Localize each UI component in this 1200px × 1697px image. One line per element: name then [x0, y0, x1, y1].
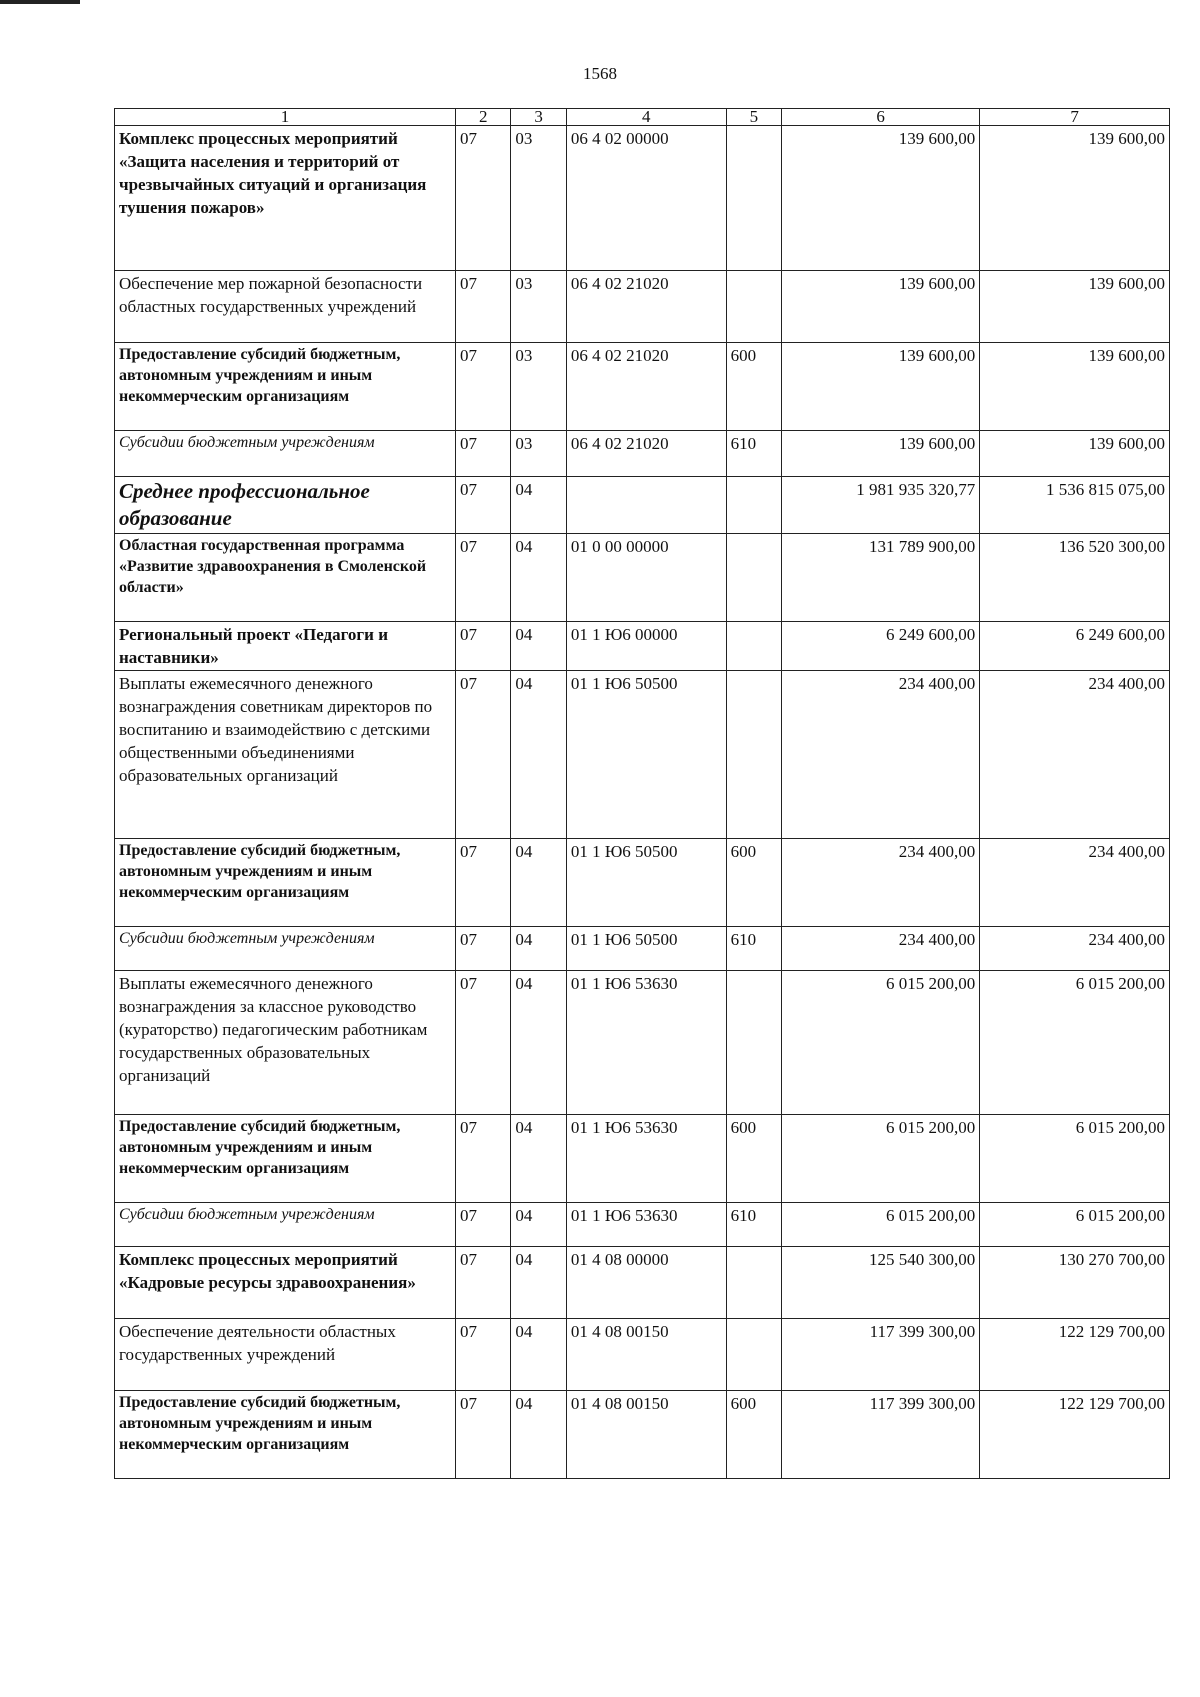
- amount-year1-cell: 234 400,00: [782, 839, 980, 927]
- amount-year1-cell: 6 249 600,00: [782, 622, 980, 671]
- amount-year1-cell: 139 600,00: [782, 431, 980, 477]
- section-code-cell: 07: [456, 671, 511, 839]
- expense-type-cell: [726, 1247, 781, 1319]
- subsection-code-cell: 04: [511, 477, 566, 534]
- row-name-cell: Региональный проект «Педагоги и наставники»: [115, 622, 456, 671]
- subsection-code-cell: 03: [511, 126, 566, 271]
- column-header-4: 4: [566, 109, 726, 126]
- row-name-cell: Субсидии бюджетным учреждениям: [115, 431, 456, 477]
- amount-year2-cell: 234 400,00: [980, 671, 1170, 839]
- table-row: [115, 343, 1170, 431]
- row-name-cell: Выплаты ежемесячного денежного вознаграждения советникам директоров по воспитанию и взаимодействию с детскими общественными объединениями образовательных организаций: [115, 671, 456, 839]
- subsection-code-cell: 04: [511, 1203, 566, 1247]
- amount-year2-cell: 136 520 300,00: [980, 534, 1170, 622]
- table-row: [115, 839, 1170, 927]
- expense-type-cell: 610: [726, 1203, 781, 1247]
- amount-year2-cell: 122 129 700,00: [980, 1391, 1170, 1479]
- page-number: 1568: [583, 64, 617, 83]
- expense-type-cell: [726, 477, 781, 534]
- column-header-6: 6: [782, 109, 980, 126]
- subsection-code-cell: 04: [511, 1319, 566, 1391]
- section-code-cell: 07: [456, 343, 511, 431]
- amount-year2-cell: 139 600,00: [980, 126, 1170, 271]
- amount-year2-cell: 6 015 200,00: [980, 1203, 1170, 1247]
- section-code-cell: 07: [456, 971, 511, 1115]
- row-name-cell: Комплекс процессных мероприятий «Защита населения и территорий от чрезвычайных ситуаций и организация тушения пожаров»: [115, 126, 456, 271]
- table-row: [115, 271, 1170, 343]
- subsection-code-cell: 04: [511, 1391, 566, 1479]
- subsection-code-cell: 04: [511, 839, 566, 927]
- table-row: [115, 431, 1170, 477]
- section-code-cell: 07: [456, 534, 511, 622]
- expense-type-cell: [726, 534, 781, 622]
- row-name-cell: Предоставление субсидий бюджетным, автономным учреждениям и иным некоммерческим организациям: [115, 839, 456, 927]
- table-row: [115, 1203, 1170, 1247]
- target-article-cell: 01 1 Ю6 50500: [566, 671, 726, 839]
- table-row: [115, 927, 1170, 971]
- expense-type-cell: [726, 1319, 781, 1391]
- target-article-cell: 01 1 Ю6 53630: [566, 1115, 726, 1203]
- row-name-cell: Предоставление субсидий бюджетным, автономным учреждениям и иным некоммерческим организациям: [115, 1115, 456, 1203]
- subsection-code-cell: 04: [511, 622, 566, 671]
- expense-type-cell: 600: [726, 1391, 781, 1479]
- amount-year2-cell: 6 249 600,00: [980, 622, 1170, 671]
- row-name-cell: Субсидии бюджетным учреждениям: [115, 1203, 456, 1247]
- table-row: [115, 1391, 1170, 1479]
- row-name-cell: Обеспечение мер пожарной безопасности областных государственных учреждений: [115, 271, 456, 343]
- amount-year2-cell: 234 400,00: [980, 927, 1170, 971]
- subsection-code-cell: 03: [511, 431, 566, 477]
- section-code-cell: 07: [456, 126, 511, 271]
- section-code-cell: 07: [456, 1391, 511, 1479]
- amount-year1-cell: 139 600,00: [782, 126, 980, 271]
- amount-year2-cell: 6 015 200,00: [980, 1115, 1170, 1203]
- expense-type-cell: [726, 622, 781, 671]
- target-article-cell: 01 1 Ю6 50500: [566, 839, 726, 927]
- row-name-cell: Областная государственная программа «Развитие здравоохранения в Смоленской области»: [115, 534, 456, 622]
- section-code-cell: 07: [456, 1115, 511, 1203]
- table-row: [115, 534, 1170, 622]
- column-header-7: 7: [980, 109, 1170, 126]
- expense-type-cell: 600: [726, 343, 781, 431]
- target-article-cell: 01 4 08 00150: [566, 1391, 726, 1479]
- amount-year1-cell: 139 600,00: [782, 343, 980, 431]
- section-code-cell: 07: [456, 927, 511, 971]
- section-code-cell: 07: [456, 431, 511, 477]
- row-name-cell: Субсидии бюджетным учреждениям: [115, 927, 456, 971]
- amount-year1-cell: 131 789 900,00: [782, 534, 980, 622]
- target-article-cell: [566, 477, 726, 534]
- section-code-cell: 07: [456, 477, 511, 534]
- amount-year2-cell: 139 600,00: [980, 271, 1170, 343]
- section-code-cell: 07: [456, 622, 511, 671]
- table-row: [115, 622, 1170, 671]
- table-row: [115, 971, 1170, 1115]
- subsection-code-cell: 03: [511, 343, 566, 431]
- expense-type-cell: 600: [726, 1115, 781, 1203]
- expense-type-cell: 610: [726, 927, 781, 971]
- target-article-cell: 01 0 00 00000: [566, 534, 726, 622]
- subsection-code-cell: 04: [511, 671, 566, 839]
- section-code-cell: 07: [456, 1203, 511, 1247]
- amount-year1-cell: 6 015 200,00: [782, 1115, 980, 1203]
- table-row: [115, 1319, 1170, 1391]
- subsection-code-cell: 04: [511, 1115, 566, 1203]
- expense-type-cell: 600: [726, 839, 781, 927]
- subsection-code-cell: 04: [511, 971, 566, 1115]
- table-row: [115, 477, 1170, 534]
- amount-year2-cell: 6 015 200,00: [980, 971, 1170, 1115]
- amount-year1-cell: 117 399 300,00: [782, 1391, 980, 1479]
- section-code-cell: 07: [456, 1319, 511, 1391]
- amount-year1-cell: 139 600,00: [782, 271, 980, 343]
- budget-table: [114, 108, 1170, 1479]
- amount-year2-cell: 130 270 700,00: [980, 1247, 1170, 1319]
- column-header-1: 1: [115, 109, 456, 126]
- row-name-cell: Выплаты ежемесячного денежного вознаграждения за классное руководство (кураторство) педагогическим работникам государственных образовательных организаций: [115, 971, 456, 1115]
- amount-year1-cell: 125 540 300,00: [782, 1247, 980, 1319]
- row-name-cell: Обеспечение деятельности областных государственных учреждений: [115, 1319, 456, 1391]
- expense-type-cell: [726, 271, 781, 343]
- column-header-5: 5: [726, 109, 781, 126]
- amount-year2-cell: 234 400,00: [980, 839, 1170, 927]
- target-article-cell: 06 4 02 00000: [566, 126, 726, 271]
- amount-year1-cell: 1 981 935 320,77: [782, 477, 980, 534]
- table-row: [115, 1247, 1170, 1319]
- subsection-code-cell: 03: [511, 271, 566, 343]
- row-name-cell: Предоставление субсидий бюджетным, автономным учреждениям и иным некоммерческим организациям: [115, 343, 456, 431]
- target-article-cell: 01 1 Ю6 53630: [566, 1203, 726, 1247]
- scan-edge-mark: [0, 0, 80, 4]
- amount-year1-cell: 6 015 200,00: [782, 1203, 980, 1247]
- amount-year1-cell: 6 015 200,00: [782, 971, 980, 1115]
- amount-year2-cell: 1 536 815 075,00: [980, 477, 1170, 534]
- expense-type-cell: [726, 126, 781, 271]
- target-article-cell: 06 4 02 21020: [566, 271, 726, 343]
- subsection-code-cell: 04: [511, 927, 566, 971]
- expense-type-cell: [726, 971, 781, 1115]
- header-row: [115, 109, 1170, 126]
- target-article-cell: 01 4 08 00000: [566, 1247, 726, 1319]
- amount-year2-cell: 139 600,00: [980, 431, 1170, 477]
- row-name-cell: Комплекс процессных мероприятий «Кадровые ресурсы здравоохранения»: [115, 1247, 456, 1319]
- table-row: [115, 1115, 1170, 1203]
- amount-year1-cell: 117 399 300,00: [782, 1319, 980, 1391]
- row-name-cell: Предоставление субсидий бюджетным, автономным учреждениям и иным некоммерческим организациям: [115, 1391, 456, 1479]
- target-article-cell: 06 4 02 21020: [566, 431, 726, 477]
- target-article-cell: 01 4 08 00150: [566, 1319, 726, 1391]
- column-header-2: 2: [456, 109, 511, 126]
- amount-year2-cell: 122 129 700,00: [980, 1319, 1170, 1391]
- amount-year1-cell: 234 400,00: [782, 671, 980, 839]
- section-code-cell: 07: [456, 271, 511, 343]
- table-row: [115, 671, 1170, 839]
- expense-type-cell: 610: [726, 431, 781, 477]
- target-article-cell: 06 4 02 21020: [566, 343, 726, 431]
- subsection-code-cell: 04: [511, 1247, 566, 1319]
- target-article-cell: 01 1 Ю6 50500: [566, 927, 726, 971]
- target-article-cell: 01 1 Ю6 00000: [566, 622, 726, 671]
- table-row: [115, 126, 1170, 271]
- section-code-cell: 07: [456, 839, 511, 927]
- expense-type-cell: [726, 671, 781, 839]
- amount-year2-cell: 139 600,00: [980, 343, 1170, 431]
- section-code-cell: 07: [456, 1247, 511, 1319]
- column-header-3: 3: [511, 109, 566, 126]
- amount-year1-cell: 234 400,00: [782, 927, 980, 971]
- row-name-cell: Среднее профессиональное образование: [115, 477, 456, 534]
- subsection-code-cell: 04: [511, 534, 566, 622]
- target-article-cell: 01 1 Ю6 53630: [566, 971, 726, 1115]
